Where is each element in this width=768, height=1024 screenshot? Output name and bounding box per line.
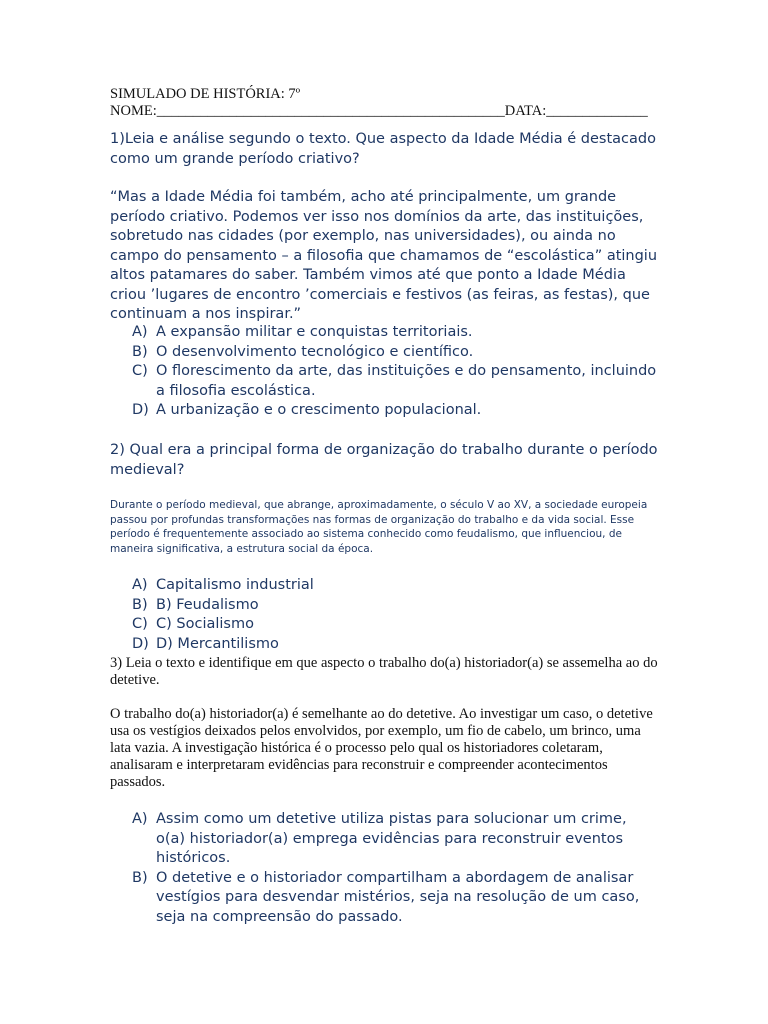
option-marker: D) (132, 635, 149, 652)
option-a (110, 576, 658, 596)
option-b (110, 596, 658, 616)
option-text: O detetive e o historiador compartilham a abordagem de analisar vestígios para desvendar mistérios, seja na resolução de um caso, seja na compreensão do passado. (156, 869, 640, 925)
option-text: A expansão militar e conquistas territoriais. (156, 324, 473, 340)
option-c (110, 615, 658, 635)
question-3-options (110, 810, 658, 927)
option-marker: B) (132, 869, 148, 886)
option-text: C) Socialismo (156, 616, 254, 632)
option-marker: A) (132, 811, 148, 827)
question-3-text: O trabalho do(a) historiador(a) é semelhante ao do detetive. Ao investigar um caso, o detetive usa os vestígios deixados pelos envolvidos, por exemplo, um fio de cabelo, um brinco, uma lata vazia. A investigação histórica é o processo pelo qual os historiadores coletaram, analisaram e interpretaram evidências para reconstruir e compreender acontecimentos passados. (110, 706, 653, 790)
question-1-prompt: 1)Leia e análise segundo o texto. Que aspecto da Idade Média é destacado como um grande período criativo? (110, 131, 656, 167)
option-c (110, 362, 658, 401)
option-a (110, 323, 658, 343)
question-3-prompt: 3) Leia o texto e identifique em que aspecto o trabalho do(a) historiador(a) se assemelha ao do detetive. (110, 655, 658, 688)
question-2-text: Durante o período medieval, que abrange, aproximadamente, o século V ao XV, a sociedade europeia passou por profundas transformações nas formas de organização do trabalho e da vida social. Esse período é frequentemente associado ao sistema conhecido como feudalismo, que influenciou, de maneira significativa, a estrutura social da época. (110, 499, 648, 555)
option-text: O desenvolvimento tecnológico e científico. (156, 343, 474, 360)
option-marker: A) (132, 577, 148, 593)
question-1-quote: “Mas a Idade Média foi também, acho até principalmente, um grande período criativo. Podemos ver isso nos domínios da arte, das instituições, sobretudo nas cidades (por exemplo, nas universidades), ou ainda no campo do pensamento – a filosofia que chamamos de “escolástica” atingiu altos patamares do saber. Também vimos até que ponto a Idade Média criou ’lugares de encontro ’comerciais e festivos (as feiras, as festas), que continuam a nos inspirar.” (110, 189, 658, 322)
option-marker: C) (132, 363, 148, 379)
option-a (110, 810, 658, 869)
option-marker: C) (132, 616, 148, 632)
option-marker: A) (132, 324, 148, 340)
option-text: D) Mercantilismo (156, 635, 279, 652)
option-b (110, 869, 658, 928)
option-d (110, 635, 658, 655)
option-text: A urbanização e o crescimento populacional. (156, 402, 482, 418)
option-text: Capitalismo industrial (156, 577, 314, 593)
question-1-options (110, 323, 658, 421)
question-2-prompt: 2) Qual era a principal forma de organização do trabalho durante o período medieval? (110, 442, 658, 478)
option-text: B) Feudalismo (156, 596, 259, 613)
option-marker: B) (132, 596, 148, 613)
option-text: O florescimento da arte, das instituições e do pensamento, incluindo a filosofia escolástica. (156, 363, 657, 399)
option-b (110, 343, 658, 363)
question-2-options (110, 576, 658, 654)
option-marker: D) (132, 402, 149, 418)
option-text: Assim como um detetive utiliza pistas para solucionar um crime, o(a) historiador(a) emprega evidências para reconstruir eventos históricos. (156, 811, 627, 866)
option-marker: B) (132, 343, 148, 360)
name-date-line: NOME:________________________________________________DATA:______________ (110, 103, 648, 119)
exam-title: SIMULADO DE HISTÓRIA: 7º (110, 86, 301, 102)
option-d (110, 401, 658, 421)
